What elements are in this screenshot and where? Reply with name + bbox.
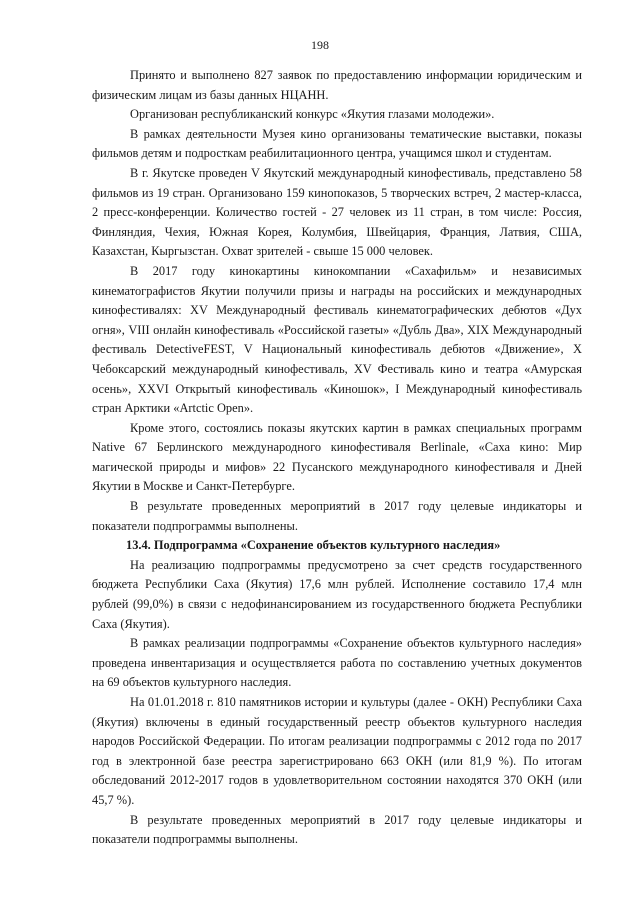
paragraph-awards: В 2017 году кинокартины кинокомпании «Сахафильм» и независимых кинематографистов Якутии получили призы и награды на российских и международных кинофестивалях: XV Международный фестиваль кинематографических дебютов «Дух огня», VIII онлайн кинофестиваль «Российской газеты» «Дубль Два», XIX Международный фестиваль DetectiveFEST, V Национальный кинофестиваль дебютов «Движение», X Чебоксарский международный кинофестиваль, XV Фестиваль кино и театра «Амурская осень», XXVI Открытый кинофестиваль «Киношок», I Международный кинофестиваль стран Арктики «Artctic Open». <box>92 263 582 416</box>
paragraph-film-museum: В рамках деятельности Музея кино организованы тематические выставки, показы фильмов детям и подросткам реабилитационного центра, учащимся школ и студентам. <box>92 126 582 161</box>
section-heading: 13.4. Подпрограмма «Сохранение объектов культурного наследия» <box>126 538 501 553</box>
page-number: 198 <box>311 38 329 52</box>
paragraph-funding: На реализацию подпрограммы предусмотрено за счет средств государственного бюджета Республики Саха (Якутия) 17,6 млн рублей. Исполнение составило 17,4 млн рублей (99,0%) в связи с недофинансированием из государственного бюджета Республики Саха (Якутия). <box>92 557 582 631</box>
document-body <box>92 66 582 850</box>
paragraph-result-1: В результате проведенных мероприятий в 2017 году целевые индикаторы и показатели подпрограммы выполнены. <box>92 499 582 533</box>
paragraph-requests: Принято и выполнено 827 заявок по предоставлению информации юридическим и физическим лицам из базы данных НЦАНН. <box>92 68 582 102</box>
paragraph-contest: Организован республиканский конкурс «Якутия глазами молодежи». <box>130 107 495 122</box>
paragraph-registry: На 01.01.2018 г. 810 памятников истории и культуры (далее - ОКН) Республики Саха (Якутия) включены в единый государственный реестр объектов культурного наследия народов Российской Федерации. По итогам реализации подпрограммы с 2012 года по 2017 год в электронной базе реестра зарегистрировано 663 ОКН (или 81,9 %). По итогам обследований 2012-2017 годов в удовлетворительном состоянии находятся 370 ОКН (или 45,7 %). <box>92 695 582 807</box>
paragraph-screenings: Кроме этого, состоялись показы якутских картин в рамках специальных программ Native 67 Берлинского международного кинофестиваля Berlinale, «Саха кино: Мир магической природы и мифов» 22 Пусанского международного кинофестиваля и Дней Якутии в Москве и Санкт-Петербурге. <box>92 420 582 494</box>
paragraph-result-2: В результате проведенных мероприятий в 2017 году целевые индикаторы и показатели подпрограммы выполнены. <box>92 812 582 847</box>
paragraph-film-festival: В г. Якутске проведен V Якутский международный кинофестиваль, представлено 58 фильмов из 19 стран. Организовано 159 кинопоказов, 5 творческих встреч, 2 мастер-класса, 2 пресс-конференции. Количество гостей - 27 человек из 11 стран, в том числе: Россия, Финляндия, Чехия, Южная Корея, Колумбия, Швейцария, Франция, Латвия, США, Казахстан, Кыргызстан. Охват зрителей - свыше 15 000 человек. <box>92 165 582 259</box>
paragraph-inventory: В рамках реализации подпрограммы «Сохранение объектов культурного наследия» проведена инвентаризация и осуществляется работа по составлению учетных документов на 69 объектов культурного наследия. <box>92 636 582 690</box>
